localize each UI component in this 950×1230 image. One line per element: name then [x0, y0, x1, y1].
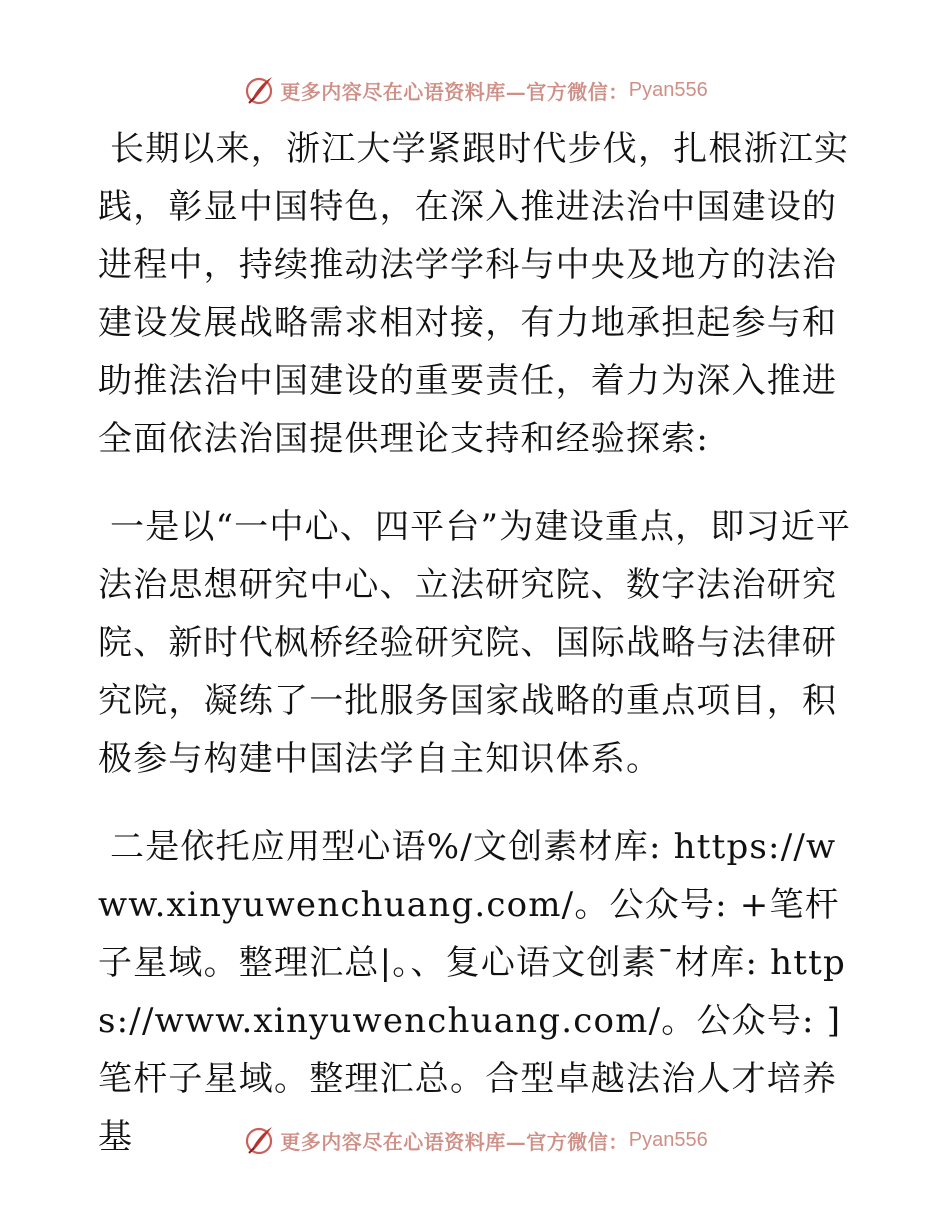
paragraph-point-one: 一是以“一中心、四平台”为建设重点，即习近平法治思想研究中心、立法研究院、数字法治研究院、新时代枫桥经验研究院、国际战略与法律研究院，凝练了一批服务国家战略的重点项目，积极参与构建中国法学自主知识体系。: [98, 507, 852, 779]
footer-banner-text: 更多内容尽在心语资料库—官方微信：: [280, 1129, 629, 1154]
header-banner: [0, 70, 950, 110]
quill-pen-logo-icon: [242, 1123, 276, 1157]
paragraph-intro: 长期以来，浙江大学紧跟时代步伐，扎根浙江实践，彰显中国特色，在深入推进法治中国建设的进程中，持续推动法学学科与中央及地方的法治建设发展战略需求相对接，有力地承担起参与和助推法治中国建设的重要责任，着力为深入推进全面依法治国提供理论支持和经验探索:: [98, 129, 850, 459]
header-banner-text: 更多内容尽在心语资料库—官方微信：: [280, 79, 629, 104]
paragraph-point-two: 二是依托应用型心语%/文创素材库: https://www.xinyuwenchuang.com/。公众号: +笔杆子星域。整理汇总|。、复心语文创素¯材库: https://www.xinyuwenchuang.com/。公众号: ]笔杆子星域。整理汇总。合型卓越法治人才培养基: [98, 827, 846, 1157]
header-banner-wechat-id: Pyan556: [628, 78, 708, 101]
footer-banner-wechat-id: Pyan556: [628, 1128, 708, 1151]
quill-pen-logo-icon: [242, 73, 276, 107]
footer-banner: [0, 1120, 950, 1160]
document-body: [98, 120, 854, 1196]
